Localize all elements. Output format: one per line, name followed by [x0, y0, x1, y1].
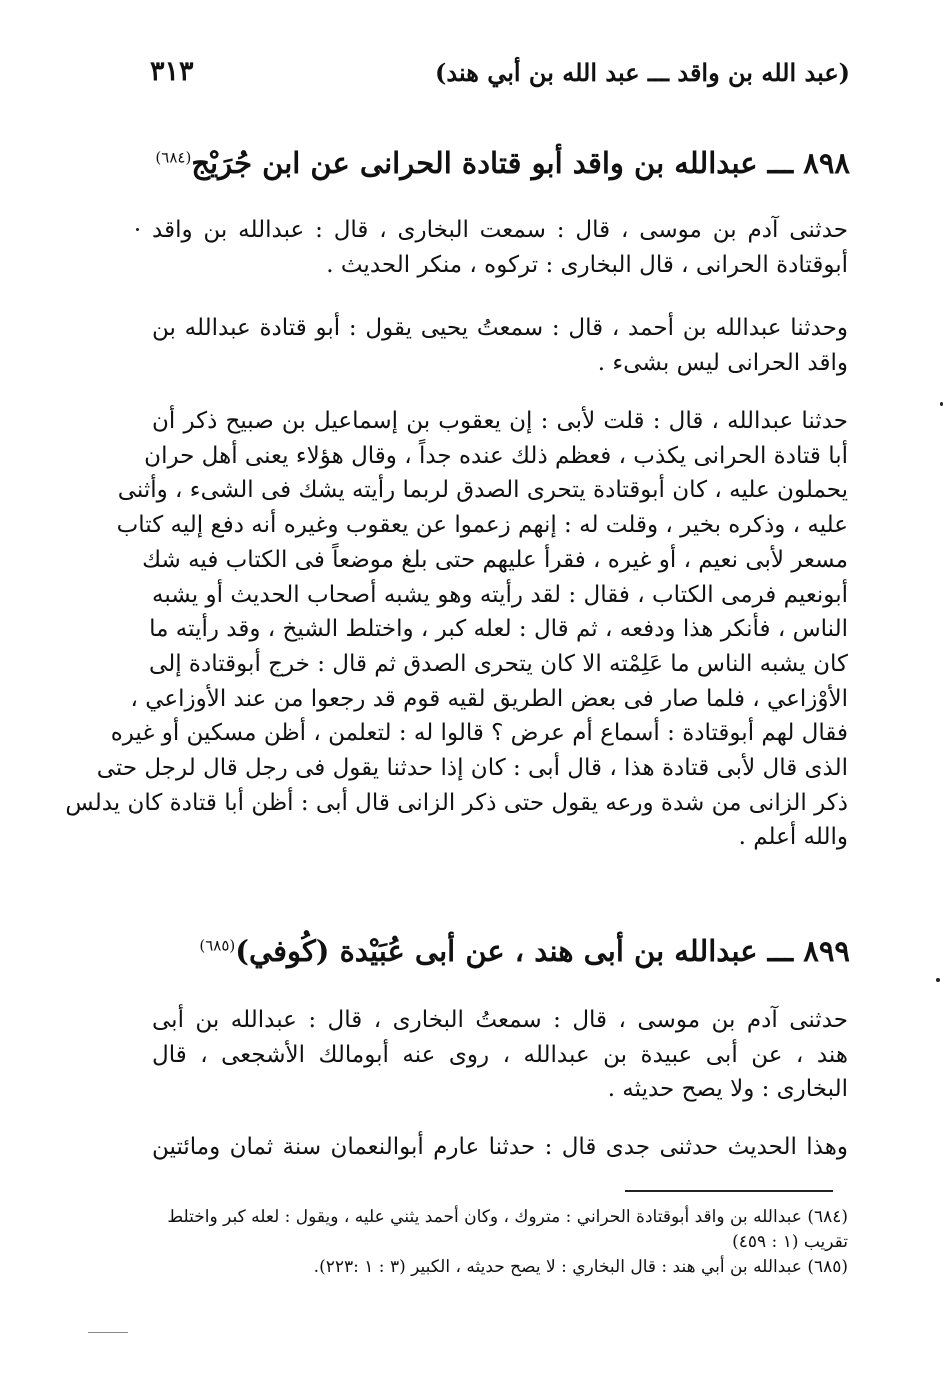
text-line: والله أعلم . [738, 824, 848, 851]
footnote-line: (٦٨٤) عبدالله بن واقد أبوقتادة الحراني : متروك ، وكان أحمد يثني عليه ، ويقول : لعله كبر واختلط [167, 1207, 848, 1227]
footnote-line: (٦٨٥) عبدالله بن أبي هند : قال البخاري : لا يصح حديثه ، الكبير (٣ : ١ :٢٢٣). [313, 1257, 848, 1277]
text-line: حدثنى آدم بن موسى ، قال : سمعت البخارى ، قال : عبدالله بن واقد [152, 217, 848, 243]
footnote-separator [625, 1190, 833, 1192]
text-line: أبا قتادة الحرانى يكذب ، فعظم ذلك عنده جداً ، وقال هؤلاء يعنى أهل حران [144, 442, 848, 469]
page-header [150, 52, 850, 102]
page-number: ٣١٣ [150, 56, 194, 87]
scan-speck [940, 402, 943, 406]
entry-heading-898 [155, 146, 850, 180]
text-line: الذى قال لأبى قتادة هذا ، قال أبى : كان إذا حدثنا يقول فى رجل قال لرجل حتى [96, 755, 848, 782]
text-line: أبونعيم فرمى الكتاب ، فقال : لقد رأيته وهو يشبه أصحاب الحديث أو يشبه [152, 581, 848, 608]
text-line: فقال لهم أبوقتادة : أسماع أم عرض ؟ قالوا له : لتعلمن ، أظن مسكين أو غيره [110, 720, 848, 747]
text-line: عليه ، وذكره بخير ، وقلت له : إنهم زعموا عن يعقوب وغيره أنه دفع إليه كتاب [116, 512, 848, 539]
text-line: أبوقتادة الحرانى ، قال البخارى : تركوه ، منكر الحديث . [326, 251, 848, 278]
text-line: يحملون عليه ، كان أبوقتادة يتحرى الصدق لربما رأيته يشك فى الشىء ، وأثنى [117, 477, 848, 504]
paragraph [152, 213, 848, 282]
text-line: حدثنا عبدالله ، قال : قلت لأبى : إن يعقوب بن إسماعيل بن صبيح ذكر أن [152, 408, 848, 434]
running-title: (عبد الله بن واقد ـــ عبد الله بن أبي هند) [435, 58, 850, 87]
entry-title: ٨٩٩ ـــ عبدالله بن أبى هند ، عن أبى عُبَيْدة (كُوفي) [235, 934, 850, 968]
text-line: ذكر الزانى من شدة ورعه يقول حتى ذكر الزانى قال أبى : أظن أبا قتادة كان يدلس [65, 789, 848, 816]
scan-speck [136, 228, 139, 231]
paragraph [152, 1130, 848, 1165]
text-line: الناس ، فأنكر هذا ودفعه ، ثم قال : لعله كبر ، واختلط الشيخ ، وقد رأيته ما [149, 616, 848, 643]
scan-mark [88, 1332, 128, 1333]
paragraph [152, 1003, 848, 1107]
footnote-ref: (٦٨٥) [199, 936, 236, 955]
text-line: هند ، عن أبى عبيدة بن عبدالله ، روى عنه أبومالك الأشجعى ، قال [152, 1041, 848, 1068]
text-line: واقد الحرانى ليس بشىء . [597, 349, 848, 376]
text-line: وحدثنا عبدالله بن أحمد ، قال : سمعتُ يحيى يقول : أبو قتادة عبدالله بن [152, 315, 848, 341]
text-line: البخارى : ولا يصح حديثه . [607, 1076, 848, 1103]
entry-title: ٨٩٨ ـــ عبدالله بن واقد أبو قتادة الحرانى عن ابن جُرَيْج [191, 146, 850, 180]
footnote-ref: (٦٨٤) [155, 148, 192, 167]
entry-heading-899 [199, 934, 850, 968]
text-line: مسعر لأبى نعيم ، أو غيره ، فقرأ عليهم حتى بلغ موضعاً فى الكتاب فيه شك [142, 546, 848, 573]
text-line: كان يشبه الناس ما عَلِمْته الا كان يتحرى الصدق ثم قال : خرج أبوقتادة إلى [149, 650, 848, 677]
paragraph [152, 311, 848, 380]
footnote-line: تقريب (١ : ٤٥٩) [732, 1232, 848, 1252]
text-line: وهذا الحديث حدثنى جدى قال : حدثنا عارم أبوالنعمان سنة ثمان ومائتين [152, 1134, 848, 1160]
text-line: حدثنى آدم بن موسى ، قال : سمعتُ البخارى ، قال : عبدالله بن أبى [152, 1007, 848, 1033]
scan-speck [936, 978, 940, 982]
text-line: الأوْزاعي ، فلما صار فى بعض الطريق لقيه قوم قد رجعوا من عند الأوزاعي ، [130, 685, 848, 712]
paragraph [65, 404, 848, 855]
footnotes [158, 1205, 848, 1280]
